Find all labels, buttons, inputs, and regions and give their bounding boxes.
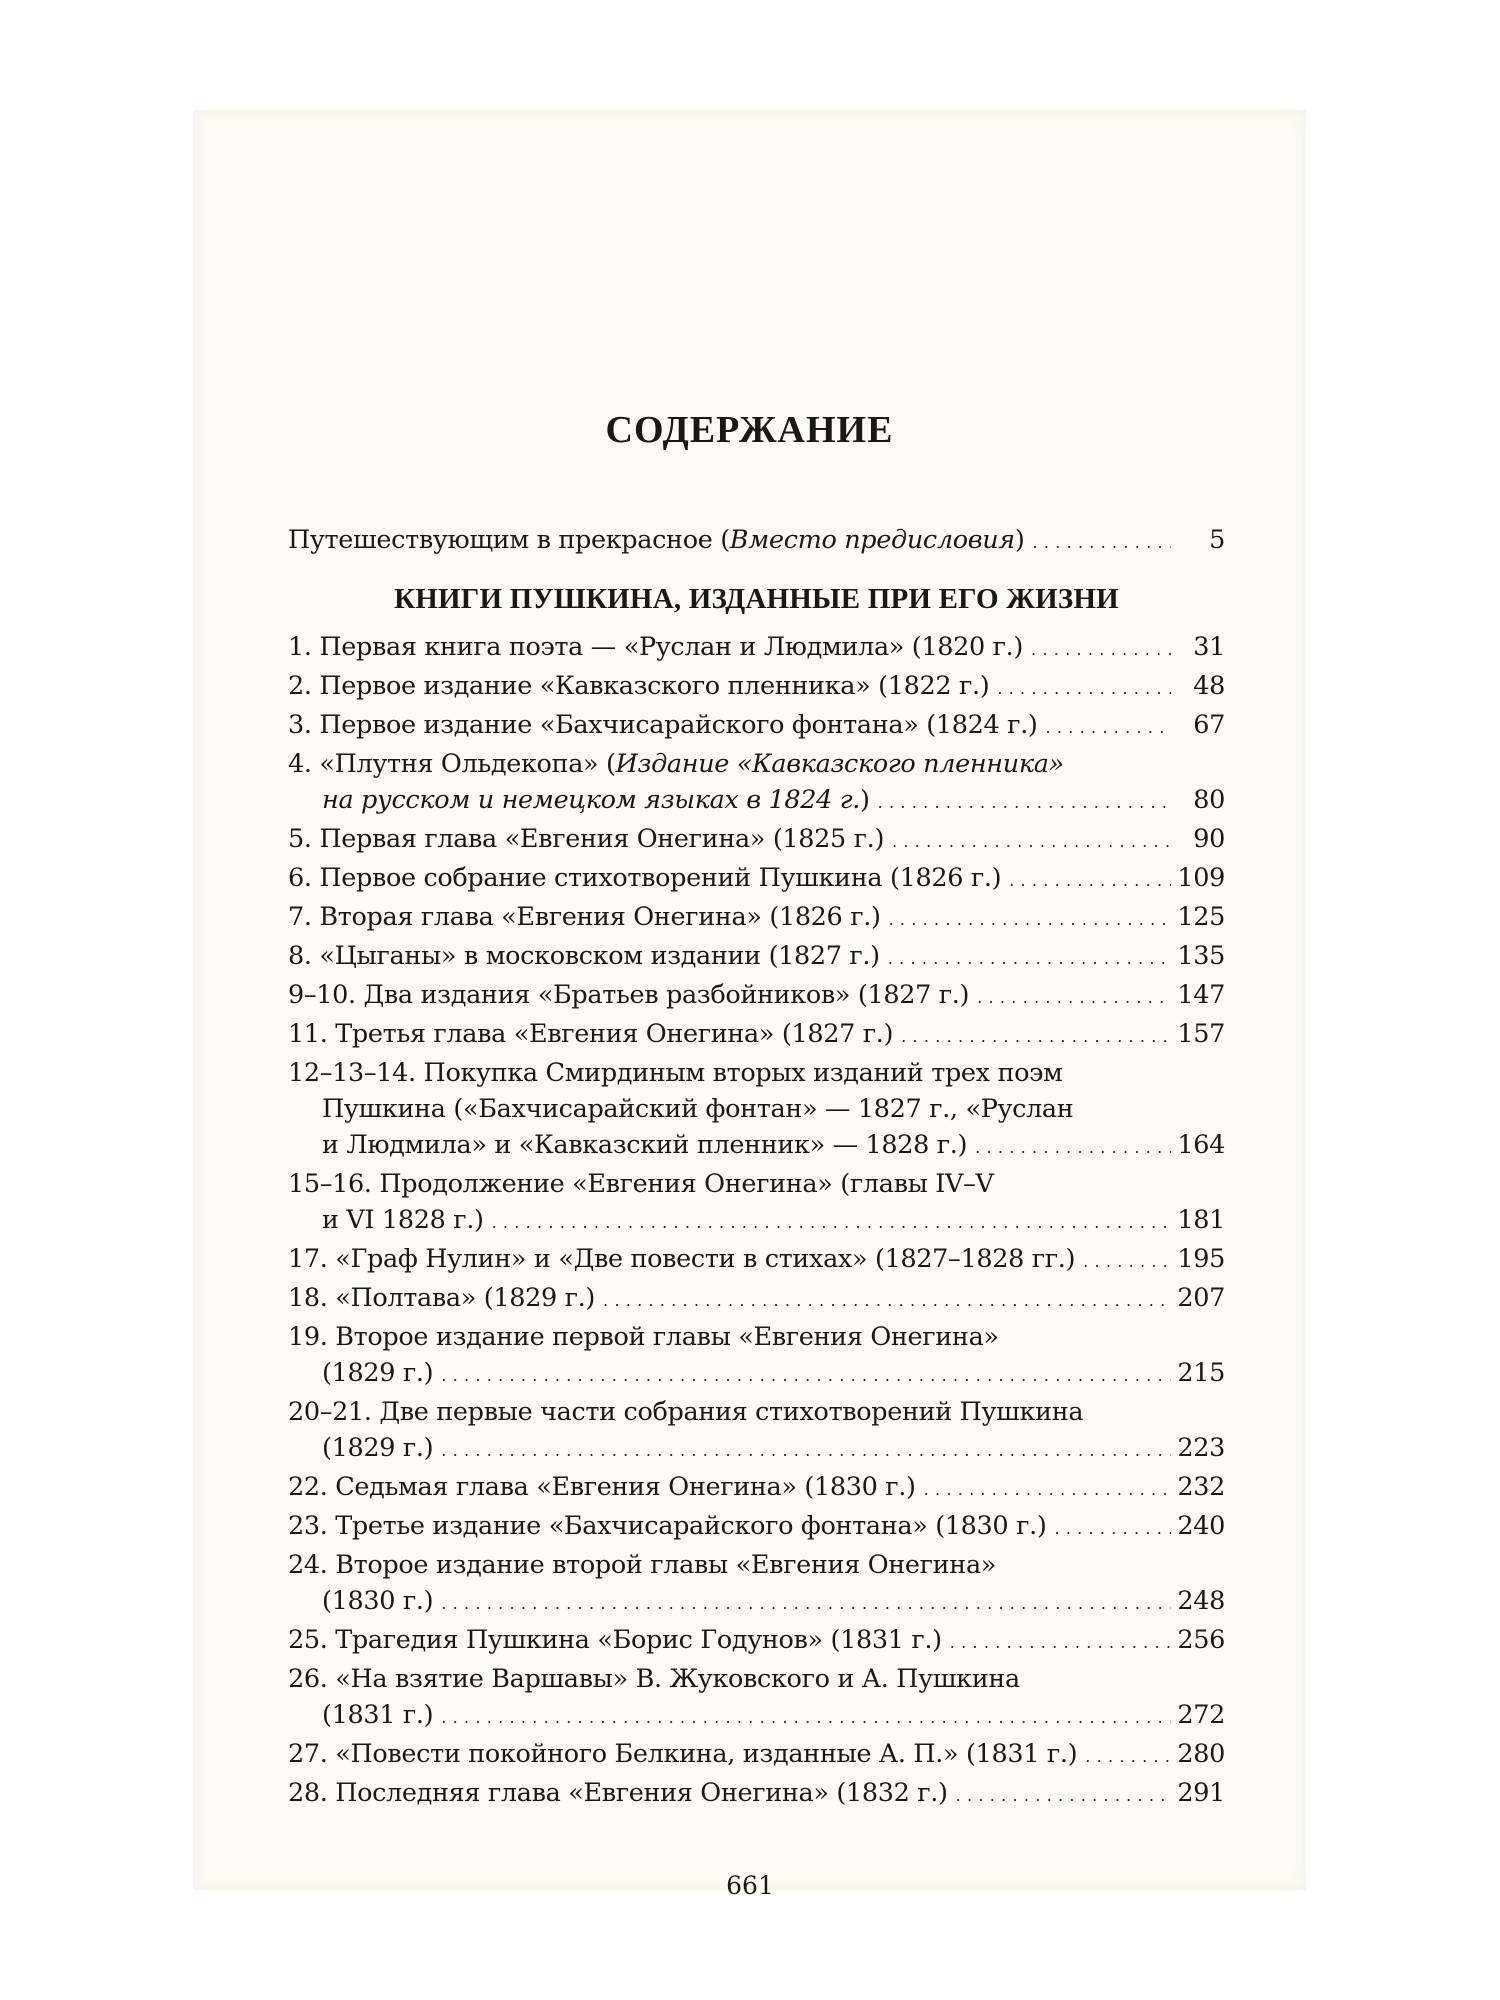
toc-entry-line: [288, 668, 1225, 707]
toc-entry-line: 15–16. Продолжение «Евгения Онегина» (главы IV–V: [288, 1169, 994, 1199]
toc-page-number: 125: [1177, 902, 1225, 932]
toc-entry-text: (1829 г.): [322, 1433, 434, 1463]
toc-entry[interactable]: [288, 821, 1225, 860]
toc-entry-text: 1. Первая книга поэта — «Руслан и Людмила» (1820 г.): [288, 632, 1024, 662]
toc-page-number: 240: [1177, 1511, 1225, 1541]
toc-entry-line: [288, 1280, 1225, 1319]
dot-leader: [878, 785, 1171, 821]
toc-entry-line: 12–13–14. Покупка Смирдиным вторых изданий трех поэм: [288, 1058, 1063, 1088]
dot-leader: [888, 941, 1171, 977]
toc-page-number: 5: [1209, 525, 1225, 555]
toc-entry-line: [288, 1697, 1225, 1736]
dot-leader: [997, 671, 1171, 707]
toc-entry[interactable]: [288, 1661, 1225, 1736]
dot-leader: [441, 1358, 1171, 1394]
toc-entry-line: 19. Второе издание первой главы «Евгения Онегина»: [288, 1322, 999, 1352]
toc-entry-line: [288, 522, 1225, 561]
toc-entry[interactable]: [288, 1775, 1225, 1814]
toc-entry-text: (1830 г.): [322, 1586, 434, 1616]
toc-title: СОДЕРЖАНИЕ: [605, 409, 894, 451]
toc-page-number: 215: [1177, 1358, 1225, 1388]
dot-leader: [441, 1433, 1171, 1469]
toc-entry-line: [288, 860, 1225, 899]
toc-page-number: 157: [1177, 1019, 1225, 1049]
toc-page-number: 31: [1193, 632, 1225, 662]
toc-entry[interactable]: [288, 1508, 1225, 1547]
toc-entry[interactable]: [288, 629, 1225, 668]
toc-entry[interactable]: [288, 1280, 1225, 1319]
toc-entry-text: 9–10. Два издания «Братьев разбойников» (1827 г.): [288, 980, 970, 1010]
toc-entry-line: 4. «Плутня Ольдекопа» (Издание «Кавказского пленника»: [288, 749, 1064, 779]
toc-entry[interactable]: [288, 938, 1225, 977]
toc-entry[interactable]: [288, 1736, 1225, 1775]
toc-entry-text: 28. Последняя глава «Евгения Онегина» (1832 г.): [288, 1778, 948, 1808]
toc-entry-line: [288, 1127, 1225, 1166]
dot-leader: [1054, 1511, 1171, 1547]
toc-entry-text: на русском и немецком языках в 1824 г.): [322, 785, 870, 815]
toc-entry-line: [288, 782, 1225, 821]
toc-entry[interactable]: [288, 1469, 1225, 1508]
toc-entry-line: 26. «На взятие Варшавы» В. Жуковского и А. Пушкина: [288, 1664, 1020, 1694]
toc-page-number: 195: [1177, 1244, 1225, 1274]
toc-page-number: 90: [1193, 824, 1225, 854]
toc-entry-line: [288, 1355, 1225, 1394]
table-of-contents: [288, 395, 1225, 1814]
toc-entry[interactable]: [288, 860, 1225, 899]
toc-entry-line: Пушкина («Бахчисарайский фонтан» — 1827 г., «Руслан: [322, 1094, 1074, 1124]
toc-entry[interactable]: [288, 1394, 1225, 1469]
toc-entry[interactable]: [288, 1055, 1225, 1166]
toc-entry-line: [288, 899, 1225, 938]
toc-entry-line: [288, 1622, 1225, 1661]
toc-entry[interactable]: [288, 977, 1225, 1016]
dot-leader: [492, 1205, 1171, 1241]
toc-entry-line: [288, 938, 1225, 977]
dot-leader: [975, 1130, 1171, 1166]
toc-entry-line: 20–21. Две первые части собрания стихотворений Пушкина: [288, 1397, 1084, 1427]
dot-leader: [441, 1586, 1171, 1622]
toc-entry[interactable]: [288, 1547, 1225, 1622]
toc-entry-text: 25. Трагедия Пушкина «Борис Годунов» (1831 г.): [288, 1625, 942, 1655]
dot-leader: [901, 1019, 1171, 1055]
toc-entry-text: 5. Первая глава «Евгения Онегина» (1825 г.): [288, 824, 885, 854]
toc-entry-text: Путешествующим в прекрасное (Вместо предисловия): [288, 525, 1025, 555]
toc-entry-text: 6. Первое собрание стихотворений Пушкина (1826 г.): [288, 863, 1002, 893]
dot-leader: [603, 1283, 1171, 1319]
toc-entry-line: [288, 1469, 1225, 1508]
toc-page-number: 256: [1177, 1625, 1225, 1655]
toc-entry-text: 2. Первое издание «Кавказского пленника» (1822 г.): [288, 671, 990, 701]
toc-entry-line: [288, 1583, 1225, 1622]
toc-page-number: 232: [1177, 1472, 1225, 1502]
toc-page-number: 272: [1177, 1700, 1225, 1730]
toc-page-number: 291: [1177, 1778, 1225, 1808]
toc-page-number: 248: [1177, 1586, 1225, 1616]
toc-entry-line: [288, 977, 1225, 1016]
toc-entry-line: [288, 1016, 1225, 1055]
toc-entry-line: [288, 1775, 1225, 1814]
toc-page-number: 280: [1177, 1739, 1225, 1769]
dot-leader: [889, 902, 1171, 938]
toc-entry-line: [288, 1508, 1225, 1547]
dot-leader: [892, 824, 1171, 860]
toc-page-number: 223: [1177, 1433, 1225, 1463]
dot-leader: [1085, 1739, 1171, 1775]
section-heading: КНИГИ ПУШКИНА, ИЗДАННЫЕ ПРИ ЕГО ЖИЗНИ: [394, 583, 1119, 615]
toc-entry-text: и VI 1828 г.): [322, 1205, 484, 1235]
toc-entry-text: 3. Первое издание «Бахчисарайского фонтана» (1824 г.): [288, 710, 1038, 740]
toc-entry-text: 8. «Цыганы» в московском издании (1827 г.): [288, 941, 880, 971]
toc-page-number: 207: [1177, 1283, 1225, 1313]
toc-entry-line: [288, 707, 1225, 746]
toc-page-number: 147: [1177, 980, 1225, 1010]
toc-entry[interactable]: [288, 1319, 1225, 1394]
dot-leader: [956, 1778, 1171, 1814]
toc-entry[interactable]: [288, 1241, 1225, 1280]
toc-page-number: 48: [1193, 671, 1225, 701]
toc-entry-text: 7. Вторая глава «Евгения Онегина» (1826 г.): [288, 902, 881, 932]
dot-leader: [1032, 525, 1171, 561]
toc-entry-text: 18. «Полтава» (1829 г.): [288, 1283, 595, 1313]
toc-entry-line: [288, 1736, 1225, 1775]
toc-page-number: 80: [1193, 785, 1225, 815]
dot-leader: [441, 1700, 1171, 1736]
toc-entry-line: 24. Второе издание второй главы «Евгения Онегина»: [288, 1550, 997, 1580]
dot-leader: [1031, 632, 1171, 668]
toc-page-number: 67: [1193, 710, 1225, 740]
toc-entry-line: [288, 1241, 1225, 1280]
toc-entry-line: [288, 821, 1225, 860]
toc-entry-preface[interactable]: [288, 522, 1225, 561]
toc-entry-text: 11. Третья глава «Евгения Онегина» (1827 г.): [288, 1019, 894, 1049]
toc-entry-text: (1831 г.): [322, 1700, 434, 1730]
toc-entry[interactable]: [288, 1622, 1225, 1661]
toc-entry-line: [288, 1430, 1225, 1469]
dot-leader: [924, 1472, 1171, 1508]
toc-entry-text: 17. «Граф Нулин» и «Две повести в стихах» (1827–1828 гг.): [288, 1244, 1076, 1274]
dot-leader: [977, 980, 1171, 1016]
toc-entry-text: 27. «Повести покойного Белкина, изданные А. П.» (1831 г.): [288, 1739, 1078, 1769]
toc-entry[interactable]: [288, 668, 1225, 707]
toc-entry-text: (1829 г.): [322, 1358, 434, 1388]
toc-entry-list: [288, 629, 1225, 1814]
toc-page-number: 181: [1177, 1205, 1225, 1235]
toc-entry[interactable]: [288, 707, 1225, 746]
toc-entry-line: [288, 629, 1225, 668]
toc-entry[interactable]: [288, 746, 1225, 821]
toc-entry[interactable]: [288, 1166, 1225, 1241]
toc-entry[interactable]: [288, 899, 1225, 938]
dot-leader: [950, 1625, 1171, 1661]
toc-page-number: 109: [1177, 863, 1225, 893]
page-number: 661: [726, 1871, 774, 1900]
dot-leader: [1046, 710, 1171, 746]
dot-leader: [1083, 1244, 1171, 1280]
dot-leader: [1009, 863, 1171, 899]
toc-entry-line: [288, 1202, 1225, 1241]
toc-entry-text: 23. Третье издание «Бахчисарайского фонтана» (1830 г.): [288, 1511, 1047, 1541]
toc-page-number: 135: [1177, 941, 1225, 971]
toc-entry[interactable]: [288, 1016, 1225, 1055]
toc-entry-text: 22. Седьмая глава «Евгения Онегина» (1830 г.): [288, 1472, 916, 1502]
toc-page-number: 164: [1177, 1130, 1225, 1160]
toc-entry-text: и Людмила» и «Кавказский пленник» — 1828 г.): [322, 1130, 968, 1160]
